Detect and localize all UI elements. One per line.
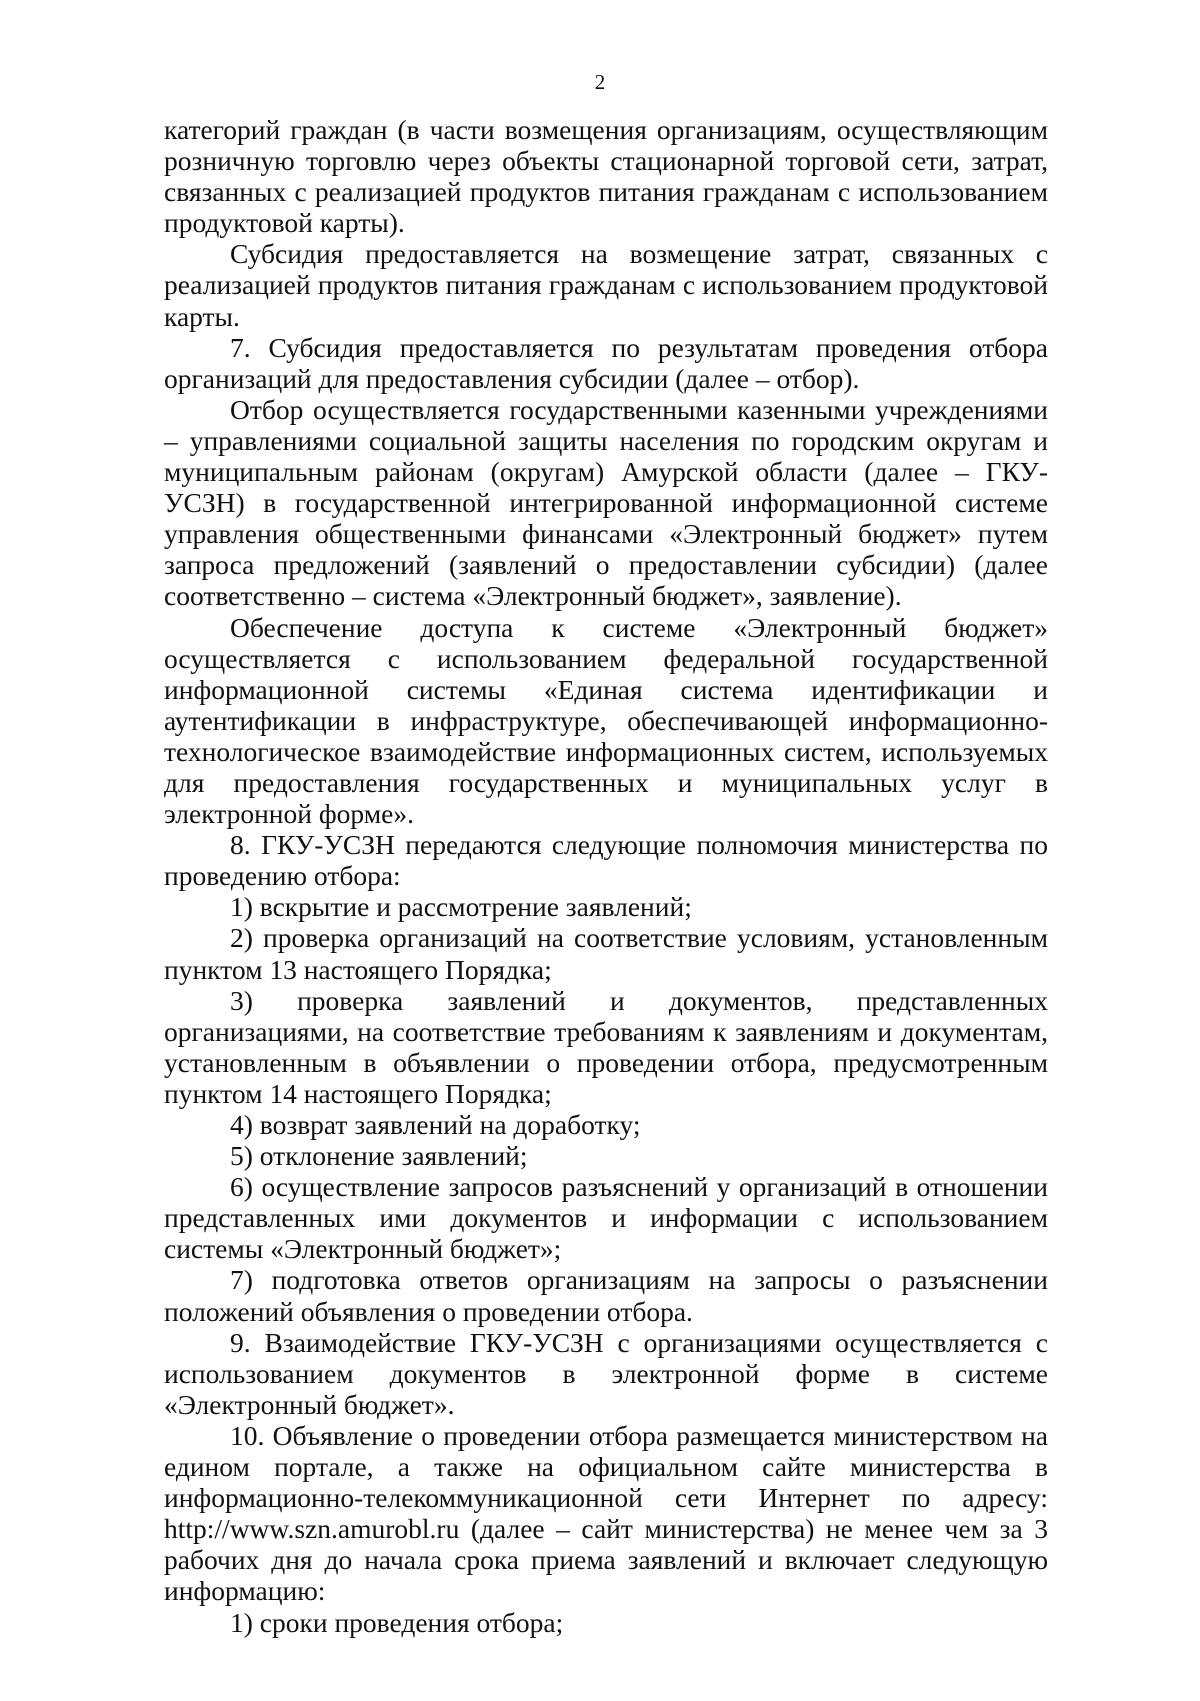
list-item: 6) осуществление запросов разъяснений у организаций в отношении представленных ими документов и информации с использованием системы «Электронный бюджет»; xyxy=(164,1171,1048,1265)
paragraph-item-9: 9. Взаимодействие ГКУ-УСЗН с организациями осуществляется с использованием документов в электронной форме в системе «Электронный бюджет». xyxy=(164,1326,1048,1420)
page-number: 2 xyxy=(594,70,606,94)
paragraph: Субсидия предоставляется на возмещение затрат, связанных с реализацией продуктов питания гражданам с использованием продуктовой карты. xyxy=(164,238,1048,332)
list-item: 7) подготовка ответов организациям на запросы о разъяснении положений объявления о проведении отбора. xyxy=(164,1264,1048,1327)
paragraph-item-7: 7. Субсидия предоставляется по результатам проведения отбора организаций для предоставления субсидии (далее – отбор). xyxy=(164,331,1048,394)
list-item: 3) проверка заявлений и документов, представленных организациями, на соответствие требованиям к заявлениям и документам, установленным в объявлении о проведении отбора, предусмотренным пунктом 14 настоящего Порядка; xyxy=(164,984,1048,1109)
list-item: 5) отклонение заявлений; xyxy=(230,1140,528,1172)
list-item: 2) проверка организаций на соответствие условиям, установленным пунктом 13 настоящего Порядка; xyxy=(164,922,1048,985)
paragraph: Отбор осуществляется государственными казенными учреждениями – управлениями социальной защиты населения по городским округам и муниципальным районам (округам) Амурской области (далее – ГКУ-УСЗН) в государственной интегрированной информационной системе управления общественными финансами «Электронный бюджет» путем запроса предложений (заявлений о предоставлении субсидии) (далее соответственно – система «Электронный бюджет», заявление). xyxy=(164,393,1048,612)
list-item: 4) возврат заявлений на доработку; xyxy=(230,1109,641,1140)
document-body xyxy=(164,114,1048,1638)
list-item: 1) сроки проведения отбора; xyxy=(230,1606,564,1638)
paragraph: Обеспечение доступа к системе «Электронный бюджет» осуществляется с использованием федеральной государственной информационной системы «Единая система идентификации и аутентификации в инфраструктуре, обеспечивающей информационно-технологическое взаимодействие информационных систем, используемых для предоставления государственных и муниципальных услуг в электронной форме». xyxy=(164,611,1048,830)
paragraph-item-8: 8. ГКУ-УСЗН передаются следующие полномочия министерства по проведению отбора: xyxy=(164,829,1048,892)
paragraph: категорий граждан (в части возмещения организациям, осуществляющим розничную торговлю через объекты стационарной торговой сети, затрат, связанных с реализацией продуктов питания гражданам с использованием продуктовой карты). xyxy=(164,114,1048,239)
list-item: 1) вскрытие и рассмотрение заявлений; xyxy=(230,891,692,923)
paragraph-item-10: 10. Объявление о проведении отбора размещается министерством на едином портале, а также на официальном сайте министерства в информационно-телекоммуникационной сети Интернет по адресу: http://www.szn.amurobl.ru (далее – сайт министерства) не менее чем за 3 рабочих дня до начала срока приема заявлений и включает следующую информацию: xyxy=(164,1419,1048,1607)
